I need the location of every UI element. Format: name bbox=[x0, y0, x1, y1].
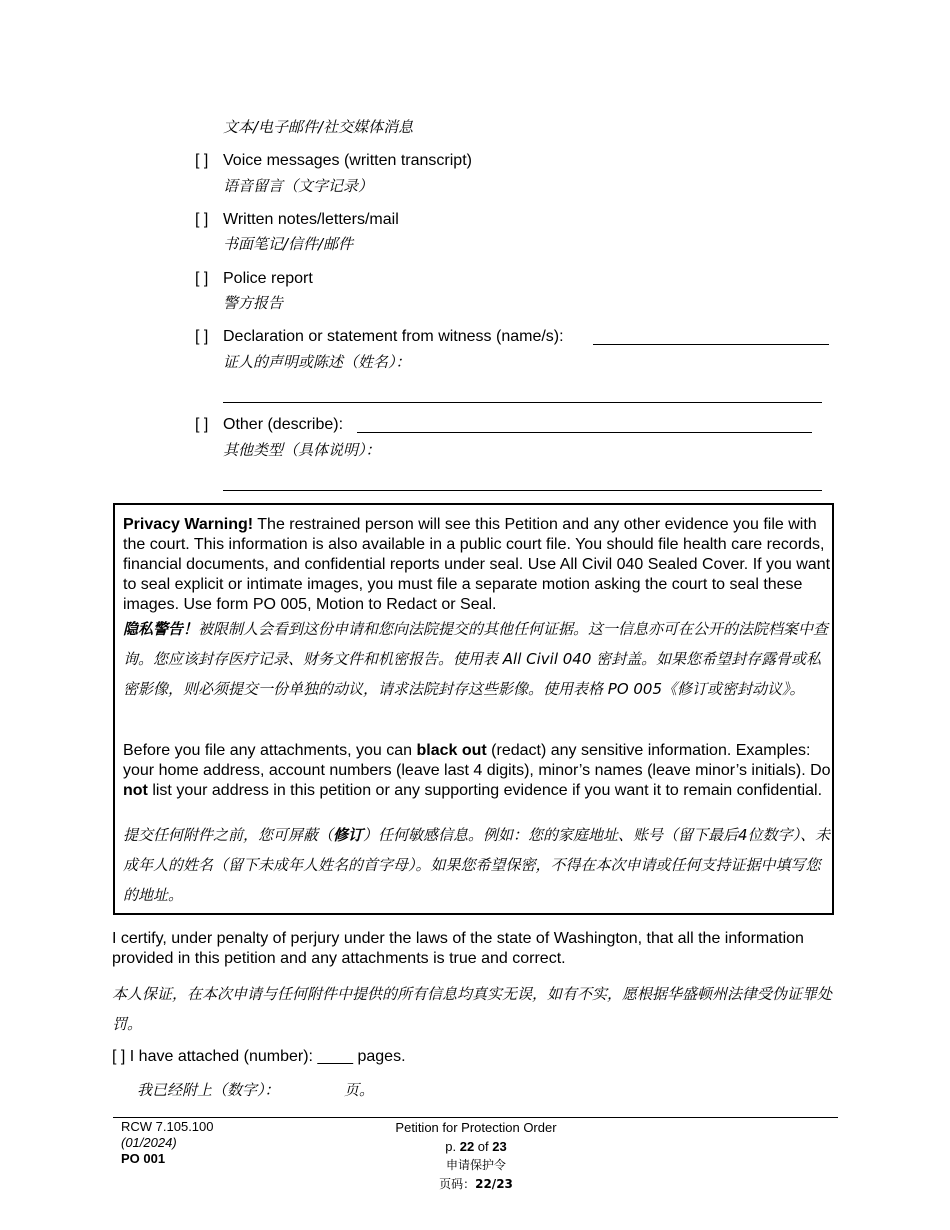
privacy-warning-label-zh: 隐私警告！ bbox=[123, 620, 199, 638]
footer-page-zh-value: 22/23 bbox=[475, 1177, 513, 1191]
blackout-text-bold: black out bbox=[416, 742, 487, 759]
attached-pages-line bbox=[112, 1047, 406, 1067]
written-notes-checkbox[interactable]: [ ] bbox=[195, 211, 209, 228]
footer-page-of: of bbox=[474, 1139, 493, 1154]
witness-label-zh: 证人的声明或陈述（姓名）： bbox=[223, 353, 411, 371]
police-report-checkbox[interactable]: [ ] bbox=[195, 270, 209, 287]
privacy-warning-label: Privacy Warning! bbox=[123, 516, 254, 533]
privacy-warning-body: The restrained person will see this Petition and any other evidence you file with the court. This information is also available in a public court file. You should file health care records, financial documents, and confidential reports under seal. Use All Civil 040 Sealed Cover. If you want to seal explicit or intimate images, you must file a separate motion asking the court to seal these images. Use form PO 005, Motion to Redact or Seal. bbox=[123, 516, 831, 613]
blackout-text-zh-bold: 修订 bbox=[333, 826, 364, 844]
certify-statement: I certify, under penalty of perjury under the laws of the state of Washington, that all the information provided in this petition and any attachments is true and correct. bbox=[112, 930, 804, 967]
attached-pages-prefix-zh: 我已经附上（数字）： bbox=[137, 1081, 280, 1099]
witness-name-line[interactable] bbox=[593, 344, 829, 345]
written-notes-label: Written notes/letters/mail bbox=[223, 211, 399, 228]
attached-pages-suffix: pages. bbox=[353, 1048, 406, 1065]
voice-messages-label: Voice messages (written transcript) bbox=[223, 152, 472, 169]
blackout-text bbox=[123, 741, 833, 801]
voice-messages-label-zh: 语音留言（文字记录） bbox=[223, 177, 374, 195]
certify-statement-zh: 本人保证，在本次申请与任何附件中提供的所有信息均真实无误，如有不实，愿根据华盛顿州法律受伪证罪处罚。 bbox=[112, 985, 833, 1033]
privacy-warning-body-zh: 被限制人会看到这份申请和您向法院提交的其他任何证据。这一信息亦可在公开的法院档案中查询。您应该封存医疗记录、财务文件和机密报告。使用表 All Civil 040 密封盖。如果您希望封存露骨或私密影像，则必须提交一份单独的动议，请求法院封存这些影像。使用表格 PO 005《修订或密封动议》。 bbox=[123, 620, 829, 698]
blackout-text-post: list your address in this petition or any supporting evidence if you want it to remain confidential. bbox=[147, 782, 823, 799]
attached-pages-prefix[interactable]: [ ] I have attached (number): bbox=[112, 1048, 318, 1065]
written-notes-label-zh: 书面笔记/信件/邮件 bbox=[223, 235, 354, 253]
footer-divider bbox=[113, 1117, 838, 1118]
blackout-text-zh-post: ）任何敏感信息。例如：您的家庭地址、账号（留下最后4位数字）、未成年人的姓名（留下未成年人姓名的首字母）。如果您希望保密，不得在本次申请或任何支持证据中填写您的地址。 bbox=[123, 826, 831, 904]
footer-page-total: 23 bbox=[492, 1139, 507, 1154]
other-describe-line-2[interactable] bbox=[223, 490, 822, 491]
blackout-text-mid: (redact) any sensitive information. Examples: your home address, account numbers (leave last 4 digits), minor’s names (leave minor’s initials). Do bbox=[123, 742, 831, 779]
footer-form-title: Petition for Protection Order bbox=[395, 1120, 557, 1135]
footer-form-title-zh: 申请保护令 bbox=[445, 1158, 506, 1172]
witness-name-line-2[interactable] bbox=[223, 402, 822, 403]
other-label: Other (describe): bbox=[223, 416, 344, 433]
privacy-warning-text bbox=[123, 515, 833, 615]
text-messages-label-zh: 文本/电子邮件/社交媒体消息 bbox=[223, 118, 414, 136]
other-describe-line[interactable] bbox=[357, 432, 812, 433]
witness-checkbox[interactable]: [ ] bbox=[195, 328, 209, 345]
police-report-label-zh: 警方报告 bbox=[223, 294, 284, 312]
attached-pages-number-field[interactable]: ____ bbox=[317, 1048, 354, 1065]
footer-page-zh-prefix: 页码： bbox=[439, 1177, 476, 1191]
privacy-warning-box bbox=[113, 503, 834, 915]
witness-label: Declaration or statement from witness (name/s): bbox=[223, 328, 564, 345]
privacy-warning-text-zh bbox=[123, 614, 833, 704]
other-label-zh: 其他类型（具体说明）： bbox=[223, 441, 381, 459]
other-checkbox[interactable]: [ ] bbox=[195, 416, 209, 433]
police-report-label: Police report bbox=[223, 270, 313, 287]
footer-page-number bbox=[376, 1139, 576, 1155]
attached-pages-suffix-zh: 页。 bbox=[344, 1081, 375, 1099]
footer-rcw: RCW 7.105.100 bbox=[121, 1119, 214, 1134]
footer-form-id: PO 001 bbox=[121, 1151, 166, 1166]
footer-page-prefix: p. bbox=[445, 1139, 460, 1154]
blackout-text-pre: Before you file any attachments, you can bbox=[123, 742, 417, 759]
blackout-text-zh-pre: 提交任何附件之前，您可屏蔽（ bbox=[123, 826, 334, 844]
blackout-text-zh bbox=[123, 820, 833, 910]
footer-date: (01/2024) bbox=[121, 1135, 177, 1150]
voice-messages-checkbox[interactable]: [ ] bbox=[195, 152, 209, 169]
footer-page-number-zh bbox=[376, 1176, 576, 1192]
blackout-text-not: not bbox=[123, 782, 148, 799]
footer-page-current: 22 bbox=[459, 1139, 475, 1154]
